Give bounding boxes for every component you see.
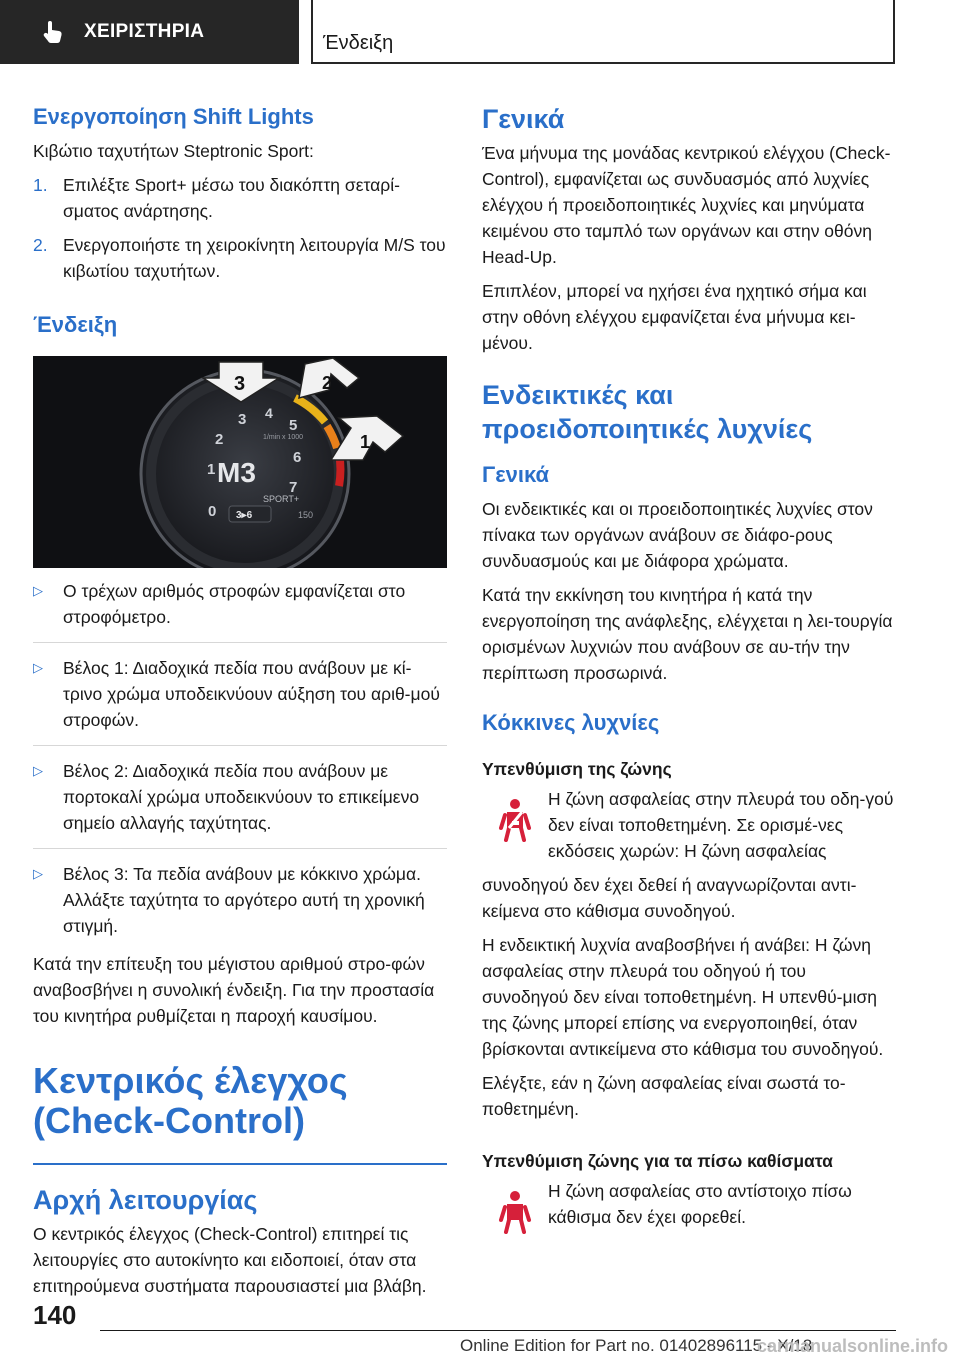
rear-belt-warning-block: [482, 1178, 896, 1238]
belt-reminder-title: Υπενθύμιση της ζώνης: [482, 759, 672, 779]
general-2-paragraph-1: Οι ενδεικτικές και οι προειδοποιητικές λυχνίες στον πίνακα των οργάνων ανάβουν σε διάφο-ρους συνδυασμούς και με διάφορα χρώματα.: [482, 499, 873, 571]
step-number: 1.: [33, 175, 48, 195]
shift-intro: Κιβώτιο ταχυτήτων Steptronic Sport:: [33, 141, 314, 161]
edition-text: Online Edition for Part no. 01402896115 - X/18: [460, 1336, 813, 1355]
arrow-number: 2: [322, 373, 333, 393]
general-paragraph-1: Ένα μήνυμα της μονάδας κεντρικού ελέγχου (Check-Control), εμφανίζεται ως συνδυασμός από λυχνίες ελέγχου ή προειδοποιητικές λυχνίες και μηνύματα κειμένου στο ταμπλό των οργάνων και στην οθόνη Head-Up.: [482, 143, 891, 267]
rear-seatbelt-warning-icon: [498, 1190, 532, 1234]
arrow-number: 3: [234, 373, 246, 395]
red-lamps-title: Κόκκινες λυχνίες: [482, 710, 660, 735]
header-section-label: Ένδειξη: [323, 32, 394, 54]
belt-paragraph-2: Η ενδεικτική λυχνία αναβοσβήνει ή ανάβει: Η ζώνη ασφαλείας στην πλευρά του οδηγού ή του συνοδηγού δεν είναι τοποθετημένη. Η υπενθύ-μιση της ζώνης μπορεί επίσης να ενεργοποιηθεί, όταν βρίσκονται αντικείμενα στο κάθισμα του συνοδηγού.: [482, 935, 884, 1059]
general-paragraph-2: Επιπλέον, μπορεί να ηχήσει ένα ηχητικό σήμα και στην οθόνη ελέγχου εμφανίζεται ένα μήνυμα κει-μένου.: [482, 281, 867, 353]
steps-list: [33, 172, 447, 284]
tachometer-graphic: [33, 356, 447, 568]
hand-pointer-icon: [40, 19, 66, 45]
triangle-bullet-icon: ▷: [33, 660, 43, 675]
tick-label: 1: [207, 461, 216, 478]
left-column: [33, 100, 447, 1307]
list-item: [33, 642, 447, 733]
tick-label: 7: [289, 479, 298, 496]
rear-belt-paragraph: Η ζώνη ασφαλείας στο αντίστοιχο πίσω κάθισμα δεν έχει φορεθεί.: [548, 1181, 852, 1227]
header-tab[interactable]: [0, 0, 299, 64]
tick-label: 4: [265, 405, 273, 421]
belt-paragraph-1-wrap: Η ζώνη ασφαλείας στην πλευρά του οδη-γού δεν είναι τοποθετημένη. Σε ορισμέ-νες εκδόσεις χωρών: Η ζώνη ασφαλείας: [548, 789, 894, 861]
triangle-bullet-icon: ▷: [33, 583, 43, 598]
list-item-text: Βέλος 2: Διαδοχικά πεδία που ανάβουν με πορτοκαλί χρώμα υποδεικνύουν το επικείμενο σημείο αλλαγής ταχύτητας.: [63, 761, 420, 833]
display-title: Ένδειξη: [33, 312, 118, 337]
lamps-title: Ενδεικτικές και προειδοποιητικές λυχνίες: [482, 380, 813, 444]
shift-lights-title: Ενεργοποίηση Shift Lights: [33, 104, 314, 129]
general-2-title: Γενικά: [482, 462, 550, 487]
check-control-title: Κεντρικός έλεγχος (Check-Control): [33, 1061, 447, 1165]
watermark: carmanualsonline.info: [756, 1336, 948, 1356]
tick-label: 3: [238, 411, 247, 428]
belt-paragraph-1-rest: συνοδηγού δεν έχει δεθεί ή αναγνωρίζονται αντι-κείμενα στο κάθισμα συνοδηγού.: [482, 875, 857, 921]
speed-label: 150: [298, 510, 314, 520]
tick-label: 0: [208, 503, 217, 520]
arrow-description-list: [33, 578, 447, 939]
tachometer-image: [33, 356, 447, 568]
list-item-text: Βέλος 1: Διαδοχικά πεδία που ανάβουν με κί-τρινο χρώμα υποδεικνύουν αύξηση του αριθ-μού στροφών.: [63, 658, 440, 730]
seatbelt-warning-icon: [498, 798, 532, 842]
rpm-unit-label: 1/min x 1000: [263, 434, 304, 441]
arrow-number: 1: [360, 432, 371, 452]
header-section: [311, 0, 895, 64]
step-text: Επιλέξτε Sport+ μέσω του διακόπτη σεταρί-σματος ανάρτησης.: [63, 175, 400, 221]
general-title: Γενικά: [482, 104, 565, 134]
tick-label: 2: [215, 431, 224, 448]
gear-indicator: M3: [217, 457, 256, 488]
footer-divider: [100, 1330, 896, 1331]
rear-belt-title: Υπενθύμιση ζώνης για τα πίσω καθίσματα: [482, 1151, 833, 1171]
list-item: [33, 848, 447, 939]
triangle-bullet-icon: ▷: [33, 866, 43, 881]
step-number: 2.: [33, 235, 48, 255]
drive-mode-label: SPORT+: [263, 494, 300, 504]
belt-warning-block: [482, 786, 896, 872]
list-item-text: Ο τρέχων αριθμός στροφών εμφανίζεται στο στροφόμετρο.: [63, 581, 406, 627]
triangle-bullet-icon: ▷: [33, 763, 43, 778]
list-item: [33, 578, 447, 630]
list-item: [33, 745, 447, 836]
principle-text: Ο κεντρικός έλεγχος (Check-Control) επιτηρεί τις λειτουργίες στο αυτοκίνητο και ειδοποιεί, όταν στα επιτηρούμενα συστήματα παρουσιαστεί μια βλάβη.: [33, 1224, 427, 1296]
header-tab-label: ΧΕΙΡΙΣΤΗΡΙΑ: [84, 21, 205, 42]
principle-title: Αρχή λειτουργίας: [33, 1185, 258, 1215]
list-item: [33, 232, 447, 284]
rpm-paragraph: Κατά την επίτευξη του μέγιστου αριθμού στρο-φών αναβοσβήνει η συνολική ένδειξη. Για την προστασία του κινητήρα ρυθμίζεται η παροχή καυσίμου.: [33, 954, 435, 1026]
list-item: [33, 172, 447, 224]
step-text: Ενεργοποιήστε τη χειροκίνητη λειτουργία M/S του κιβωτίου ταχυτήτων.: [63, 235, 446, 281]
page-number: 140: [33, 1300, 77, 1330]
belt-paragraph-3: Ελέγξτε, εάν η ζώνη ασφαλείας είναι σωστά το-ποθετημένη.: [482, 1073, 846, 1119]
list-item-text: Βέλος 3: Τα πεδία ανάβουν με κόκκινο χρώμα. Αλλάξτε ταχύτητα το αργότερο αυτή τη χρονική στιγμή.: [63, 864, 425, 936]
general-2-paragraph-2: Κατά την εκκίνηση του κινητήρα ή κατά την ενεργοποίηση της ανάφλεξης, ελέγχεται η λει-τουργία ορισμένων λυχνιών που ανάβουν σε αυ-τήν την περίπτωση προσωρινά.: [482, 585, 893, 683]
tick-label: 5: [289, 417, 298, 434]
right-column: [482, 100, 896, 1238]
tick-label: 6: [293, 449, 302, 466]
shift-hint: 3▸6: [236, 510, 253, 521]
